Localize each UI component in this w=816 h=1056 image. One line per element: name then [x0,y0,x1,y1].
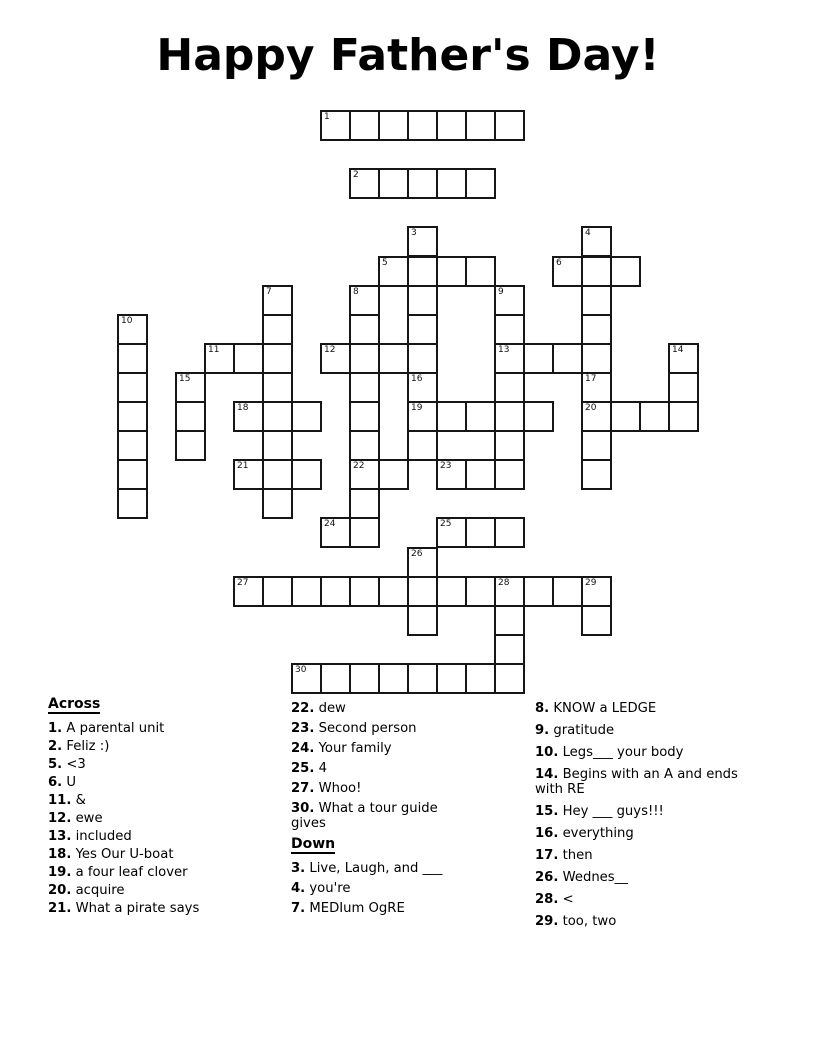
grid-cell[interactable] [436,110,467,141]
grid-cell[interactable] [494,372,525,403]
grid-cell[interactable] [262,343,293,374]
grid-cell[interactable] [407,401,438,432]
cell-number: 8 [353,287,359,297]
grid-cell[interactable] [639,401,670,432]
grid-cell[interactable] [581,430,612,461]
grid-cell[interactable] [378,663,409,694]
clue-number: 29. [535,914,559,929]
clue-number: 30. [291,801,315,816]
cell-number: 25 [440,519,452,529]
cell-number: 15 [179,374,191,384]
grid-cell[interactable] [204,343,235,374]
clue-item: 10. Legs___ your body [535,745,684,760]
grid-cell[interactable] [436,256,467,287]
grid-cell[interactable] [291,576,322,607]
grid-cell[interactable] [349,314,380,345]
grid-cell[interactable] [581,343,612,374]
grid-cell[interactable] [465,663,496,694]
cell-number: 13 [498,345,510,355]
clue-number: 19. [48,865,72,880]
clue-item: 6. U [48,775,77,790]
grid-cell[interactable] [436,168,467,199]
clue-number: 8. [535,701,550,716]
clue-item: 15. Hey ___ guys!!! [535,804,664,819]
grid-cell[interactable] [581,459,612,490]
grid-cell[interactable] [407,343,438,374]
grid-cell[interactable] [581,226,612,257]
clue-number: 21. [48,901,72,916]
clue-number: 18. [48,847,72,862]
cell-number: 12 [324,345,336,355]
clue-item: 25. 4 [291,761,327,776]
clue-item: 3. Live, Laugh, and ___ [291,861,443,876]
clue-item: 8. KNOW a LEDGE [535,701,657,716]
clue-section-header: Across [48,696,101,712]
grid-cell[interactable] [581,401,612,432]
grid-cell[interactable] [378,256,409,287]
grid-cell[interactable] [552,256,583,287]
grid-cell[interactable] [668,372,699,403]
grid-cell[interactable] [349,285,380,316]
clue-number: 9. [535,723,550,738]
cell-number: 24 [324,519,336,529]
grid-cell[interactable] [378,110,409,141]
cell-number: 19 [411,403,423,413]
grid-cell[interactable] [494,605,525,636]
grid-cell[interactable] [494,459,525,490]
cell-number: 20 [585,403,597,413]
clue-number: 25. [291,761,315,776]
grid-cell[interactable] [494,401,525,432]
cell-number: 3 [411,228,417,238]
cell-number: 17 [585,374,597,384]
grid-cell[interactable] [610,256,641,287]
grid-cell[interactable] [552,576,583,607]
cell-number: 7 [266,287,272,297]
clue-number: 17. [535,848,559,863]
grid-cell[interactable] [349,430,380,461]
grid-cell[interactable] [262,314,293,345]
cell-number: 30 [295,665,307,675]
grid-cell[interactable] [378,343,409,374]
grid-cell[interactable] [407,576,438,607]
cell-number: 18 [237,403,249,413]
grid-cell[interactable] [407,663,438,694]
cell-number: 9 [498,287,504,297]
grid-cell[interactable] [262,459,293,490]
grid-cell[interactable] [349,110,380,141]
grid-cell[interactable] [523,576,554,607]
grid-cell[interactable] [581,256,612,287]
grid-cell[interactable] [117,372,148,403]
grid-cell[interactable] [407,226,438,257]
grid-cell[interactable] [291,401,322,432]
clue-number: 16. [535,826,559,841]
grid-cell[interactable] [262,488,293,519]
cell-number: 2 [353,170,359,180]
grid-cell[interactable] [581,605,612,636]
clue-number: 23. [291,721,315,736]
clue-item: 19. a four leaf clover [48,865,188,880]
grid-cell[interactable] [465,401,496,432]
grid-cell[interactable] [378,168,409,199]
grid-cell[interactable] [349,372,380,403]
grid-cell[interactable] [378,576,409,607]
puzzle-title: Happy Father's Day! [156,30,660,81]
grid-cell[interactable] [465,256,496,287]
clue-item: 14. Begins with an A and ends with RE [535,767,738,797]
grid-cell[interactable] [581,576,612,607]
clue-item: 5. <3 [48,757,86,772]
grid-cell[interactable] [494,517,525,548]
grid-cell[interactable] [233,576,264,607]
grid-cell[interactable] [349,343,380,374]
cell-number: 29 [585,578,597,588]
clue-item: 7. MEDIum OgRE [291,901,405,916]
grid-cell[interactable] [552,343,583,374]
grid-cell[interactable] [262,430,293,461]
clue-number: 6. [48,775,63,790]
grid-cell[interactable] [233,343,264,374]
cell-number: 10 [121,316,133,326]
clue-section-header: Down [291,836,336,852]
clue-item: 11. & [48,793,86,808]
clue-number: 2. [48,739,63,754]
clue-item: 12. ewe [48,811,103,826]
grid-cell[interactable] [175,372,206,403]
cell-number: 14 [672,345,684,355]
grid-cell[interactable] [291,663,322,694]
cell-number: 11 [208,345,220,355]
clue-item: 26. Wednes__ [535,870,628,885]
grid-cell[interactable] [349,576,380,607]
clue-number: 1. [48,721,63,736]
clue-item: 23. Second person [291,721,417,736]
clue-item: 13. included [48,829,132,844]
cell-number: 5 [382,258,388,268]
clue-item: 1. A parental unit [48,721,165,736]
cell-number: 6 [556,258,562,268]
grid-cell[interactable] [523,343,554,374]
clue-number: 14. [535,767,559,782]
grid-cell[interactable] [523,401,554,432]
grid-cell[interactable] [465,459,496,490]
grid-cell[interactable] [349,488,380,519]
cell-number: 23 [440,461,452,471]
grid-cell[interactable] [465,517,496,548]
grid-cell[interactable] [349,663,380,694]
grid-cell[interactable] [407,110,438,141]
grid-cell[interactable] [320,343,351,374]
grid-cell[interactable] [320,110,351,141]
grid-cell[interactable] [494,285,525,316]
cell-number: 26 [411,549,423,559]
grid-cell[interactable] [494,314,525,345]
cell-number: 27 [237,578,249,588]
grid-cell[interactable] [320,663,351,694]
clue-item: 29. too, two [535,914,617,929]
clue-number: 12. [48,811,72,826]
grid-cell[interactable] [436,459,467,490]
clue-item: 9. gratitude [535,723,615,738]
grid-cell[interactable] [581,285,612,316]
clue-item: 24. Your family [291,741,392,756]
clue-number: 24. [291,741,315,756]
grid-cell[interactable] [175,401,206,432]
clue-item: 4. you're [291,881,351,896]
grid-cell[interactable] [581,372,612,403]
grid-cell[interactable] [262,372,293,403]
grid-cell[interactable] [494,430,525,461]
grid-cell[interactable] [581,314,612,345]
grid-cell[interactable] [378,459,409,490]
cell-number: 4 [585,228,591,238]
grid-cell[interactable] [320,576,351,607]
grid-cell[interactable] [436,663,467,694]
grid-cell[interactable] [233,459,264,490]
clue-number: 27. [291,781,315,796]
grid-cell[interactable] [349,168,380,199]
clue-item: 21. What a pirate says [48,901,200,916]
clue-column-1 [48,695,276,919]
grid-cell[interactable] [494,343,525,374]
grid-cell[interactable] [465,168,496,199]
grid-cell[interactable] [668,401,699,432]
clue-item: 27. Whoo! [291,781,362,796]
clue-item: 30. What a tour guide gives [291,801,438,831]
clue-number: 11. [48,793,72,808]
cell-number: 21 [237,461,249,471]
grid-cell[interactable] [494,110,525,141]
clue-column-3 [535,701,741,936]
grid-cell[interactable] [262,285,293,316]
grid-cell[interactable] [407,372,438,403]
grid-cell[interactable] [175,430,206,461]
grid-cell[interactable] [407,547,438,578]
clue-number: 5. [48,757,63,772]
grid-cell[interactable] [349,401,380,432]
clue-number: 15. [535,804,559,819]
clue-item: 16. everything [535,826,634,841]
clue-number: 3. [291,861,306,876]
clue-number: 7. [291,901,306,916]
grid-cell[interactable] [407,256,438,287]
grid-cell[interactable] [262,576,293,607]
cell-number: 1 [324,112,330,122]
grid-cell[interactable] [610,401,641,432]
grid-cell[interactable] [436,401,467,432]
grid-cell[interactable] [117,430,148,461]
clue-number: 13. [48,829,72,844]
grid-cell[interactable] [233,401,264,432]
clue-item: 2. Feliz :) [48,739,110,754]
grid-cell[interactable] [407,168,438,199]
grid-cell[interactable] [117,459,148,490]
grid-cell[interactable] [117,314,148,345]
clue-number: 26. [535,870,559,885]
grid-cell[interactable] [291,459,322,490]
clue-item: 20. acquire [48,883,125,898]
grid-cell[interactable] [349,517,380,548]
grid-cell[interactable] [465,576,496,607]
clue-column-2 [291,701,475,921]
grid-cell[interactable] [407,605,438,636]
grid-cell[interactable] [117,343,148,374]
cell-number: 22 [353,461,365,471]
clue-item: 18. Yes Our U-boat [48,847,174,862]
grid-cell[interactable] [407,314,438,345]
grid-cell[interactable] [262,401,293,432]
cell-number: 28 [498,578,510,588]
clue-number: 20. [48,883,72,898]
cell-number: 16 [411,374,423,384]
grid-cell[interactable] [465,110,496,141]
grid-cell[interactable] [436,517,467,548]
clue-item: 28. < [535,892,574,907]
grid-cell[interactable] [407,285,438,316]
clue-item: 22. dew [291,701,346,716]
grid-cell[interactable] [320,517,351,548]
clue-number: 22. [291,701,315,716]
grid-cell[interactable] [349,459,380,490]
grid-cell[interactable] [117,488,148,519]
clue-number: 28. [535,892,559,907]
clue-number: 4. [291,881,306,896]
clue-item: 17. then [535,848,593,863]
grid-cell[interactable] [117,401,148,432]
grid-cell[interactable] [494,576,525,607]
grid-cell[interactable] [407,430,438,461]
grid-cell[interactable] [436,576,467,607]
grid-cell[interactable] [494,634,525,665]
clue-number: 10. [535,745,559,760]
grid-cell[interactable] [494,663,525,694]
grid-cell[interactable] [668,343,699,374]
